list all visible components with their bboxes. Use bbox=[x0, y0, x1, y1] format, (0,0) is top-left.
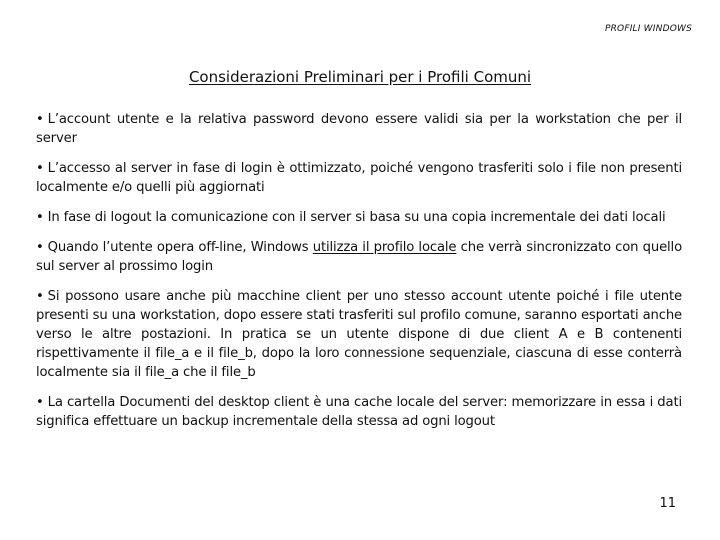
bullet-dot: • bbox=[36, 289, 44, 304]
bullet-item-6 bbox=[36, 393, 682, 431]
bullet-list bbox=[36, 110, 682, 442]
bullet-item-2 bbox=[36, 159, 682, 197]
bullet-text: In fase di logout la comunicazione con il server si basa su una copia incrementale dei dati locali bbox=[47, 210, 666, 225]
bullet-dot: • bbox=[36, 112, 44, 127]
bullet-dot: • bbox=[36, 210, 44, 225]
bullet-dot: • bbox=[36, 161, 44, 176]
bullet-text: L’accesso al server in fase di login è ottimizzato, poiché vengono trasferiti solo i file non presenti localmente e/o quelli più aggiornati bbox=[36, 161, 682, 195]
page-number: 11 bbox=[659, 496, 676, 511]
bullet-text-underlined: utilizza il profilo locale bbox=[312, 240, 457, 255]
bullet-text: Si possono usare anche più macchine client per uno stesso account utente poiché i file utente presenti su una workstation, dopo essere stati trasferiti sul profilo comune, saranno esportati anche verso le altre postazioni. In pratica se un utente dispone di due client A e B contenenti rispettivamente il file_a e il file_b, dopo la loro connessione sequenziale, ciascuna di esse conterrà localmente sia il file_a che il file_b bbox=[36, 289, 682, 380]
bullet-dot: • bbox=[36, 395, 44, 410]
bullet-item-4 bbox=[36, 238, 682, 276]
slide-title: Considerazioni Preliminari per i Profili Comuni bbox=[188, 68, 532, 86]
bullet-item-1 bbox=[36, 110, 682, 148]
bullet-dot: • bbox=[36, 240, 44, 255]
bullet-text: L’account utente e la relativa password devono essere validi sia per la workstation che per il server bbox=[36, 112, 682, 146]
bullet-item-5 bbox=[36, 287, 682, 382]
bullet-text: La cartella Documenti del desktop client è una cache locale del server: memorizzare in essa i dati significa effettuare un backup incrementale della stessa ad ogni logout bbox=[36, 395, 682, 429]
bullet-text-after: che verrà sincronizzato con quello sul server al prossimo login bbox=[36, 240, 682, 274]
header-label: PROFILI WINDOWS bbox=[604, 24, 692, 34]
bullet-item-3 bbox=[36, 208, 682, 227]
bullet-text-before: Quando l’utente opera off-line, Windows bbox=[47, 240, 313, 255]
